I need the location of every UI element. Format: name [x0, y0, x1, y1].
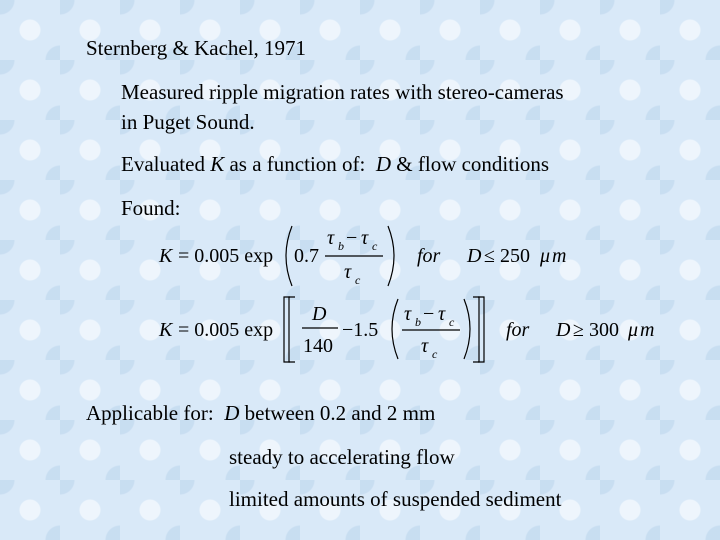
equation-1 [158, 226, 566, 287]
eq2-tau-b: τ [404, 303, 412, 325]
eq1-den-sub: c [355, 273, 361, 287]
limited-line: limited amounts of suspended sediment [229, 487, 562, 511]
eq1-left-paren [286, 226, 292, 286]
measured-line-1: Measured ripple migration rates with stereo-cameras [121, 80, 564, 104]
equation-2 [158, 297, 654, 362]
eq2-exp: = 0.005 exp [178, 319, 274, 341]
eq2-sub-c: c [449, 315, 455, 329]
eq1-tau-c: τ [361, 227, 369, 249]
eq2-cond: ≥ 300 [573, 319, 619, 341]
eq2-den-tau: τ [421, 335, 429, 357]
eq1-unit-m: m [552, 245, 567, 267]
found-label: Found: [121, 196, 181, 220]
eq1-right-paren [388, 226, 394, 286]
slide-heading: Sternberg & Kachel, 1971 [86, 36, 307, 60]
eq2-frac-den: 140 [303, 335, 333, 357]
applicable-var-d: D [224, 401, 240, 425]
eq1-sub-c: c [372, 239, 378, 253]
eq2-unit-mu: μ [628, 319, 639, 341]
evaluated-prefix: Evaluated [121, 152, 205, 176]
eq1-for: for [417, 245, 441, 267]
eq2-minus15: −1.5 [342, 319, 379, 341]
eq1-coef: 0.7 [294, 245, 319, 267]
eq2-sub-b: b [415, 315, 421, 329]
eq2-minus: − [423, 303, 435, 325]
applicable-prefix: Applicable for: [86, 401, 214, 425]
applicable-suffix: between 0.2 and 2 mm [244, 401, 436, 425]
evaluated-suffix: & flow conditions [396, 152, 550, 176]
var-d: D [375, 152, 392, 176]
eq2-for: for [506, 319, 530, 341]
eq1-unit-mu: μ [540, 245, 551, 267]
eq1-cond: ≤ 250 [484, 245, 530, 267]
eq1-den-tau: τ [344, 261, 352, 283]
eq2-right-paren [464, 299, 470, 359]
evaluated-middle: as a function of: [229, 152, 366, 176]
steady-line: steady to accelerating flow [229, 445, 455, 469]
eq2-unit-m: m [640, 319, 655, 341]
eq1-minus: − [346, 227, 358, 249]
eq2-lhs: K [159, 319, 173, 341]
eq2-den-sub: c [432, 347, 438, 361]
eq2-cond-var: D [556, 319, 571, 341]
eq1-sub-b: b [338, 239, 344, 253]
eq1-cond-var: D [467, 245, 482, 267]
eq1-exp: = 0.005 exp [178, 245, 274, 267]
eq2-tau-c: τ [438, 303, 446, 325]
measured-line-2: in Puget Sound. [121, 110, 255, 134]
eq2-frac-num: D [312, 303, 327, 325]
eq1-lhs: K [159, 245, 173, 267]
eq1-tau-b: τ [327, 227, 335, 249]
var-k: K [210, 152, 225, 176]
eq2-right-bracket-inner [473, 297, 479, 362]
eq2-left-paren [392, 299, 398, 359]
applicable-line [86, 402, 435, 425]
eq2-left-bracket-inner [289, 297, 295, 362]
